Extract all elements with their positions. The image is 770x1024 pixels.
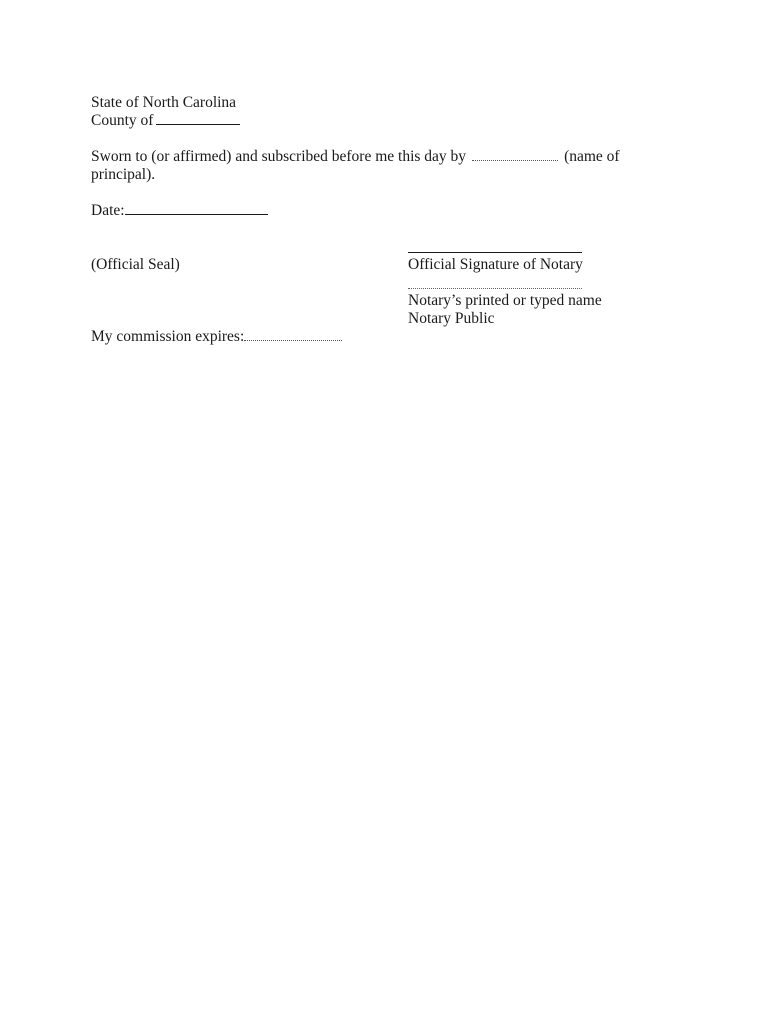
county-label: County of bbox=[91, 112, 154, 129]
oath-text-2: principal). bbox=[91, 166, 156, 183]
notary-public-title: Notary Public bbox=[408, 310, 495, 327]
commission-expiry-blank[interactable] bbox=[244, 328, 342, 341]
principal-name-blank[interactable] bbox=[472, 148, 558, 161]
county-line bbox=[91, 112, 240, 130]
notary-signature-label: Official Signature of Notary bbox=[408, 256, 583, 273]
oath-text: Sworn to (or affirmed) and subscribed before me this day by bbox=[91, 148, 467, 165]
oath-line-2 bbox=[91, 166, 155, 184]
official-seal-label: (Official Seal) bbox=[91, 256, 180, 273]
date-label: Date: bbox=[91, 202, 125, 219]
oath-line-1 bbox=[91, 148, 620, 166]
notary-signature-line[interactable] bbox=[408, 252, 582, 253]
oath-suffix: (name of bbox=[564, 148, 620, 165]
notary-printed-name-line[interactable] bbox=[408, 288, 582, 289]
commission-line bbox=[91, 328, 342, 346]
notary-printed-name-label: Notary’s printed or typed name bbox=[408, 292, 602, 309]
county-blank[interactable] bbox=[156, 112, 240, 125]
state-text: State of North Carolina bbox=[91, 94, 237, 111]
state-line bbox=[91, 94, 236, 112]
date-blank[interactable] bbox=[125, 202, 268, 215]
date-line bbox=[91, 202, 268, 220]
commission-label: My commission expires: bbox=[91, 328, 245, 345]
